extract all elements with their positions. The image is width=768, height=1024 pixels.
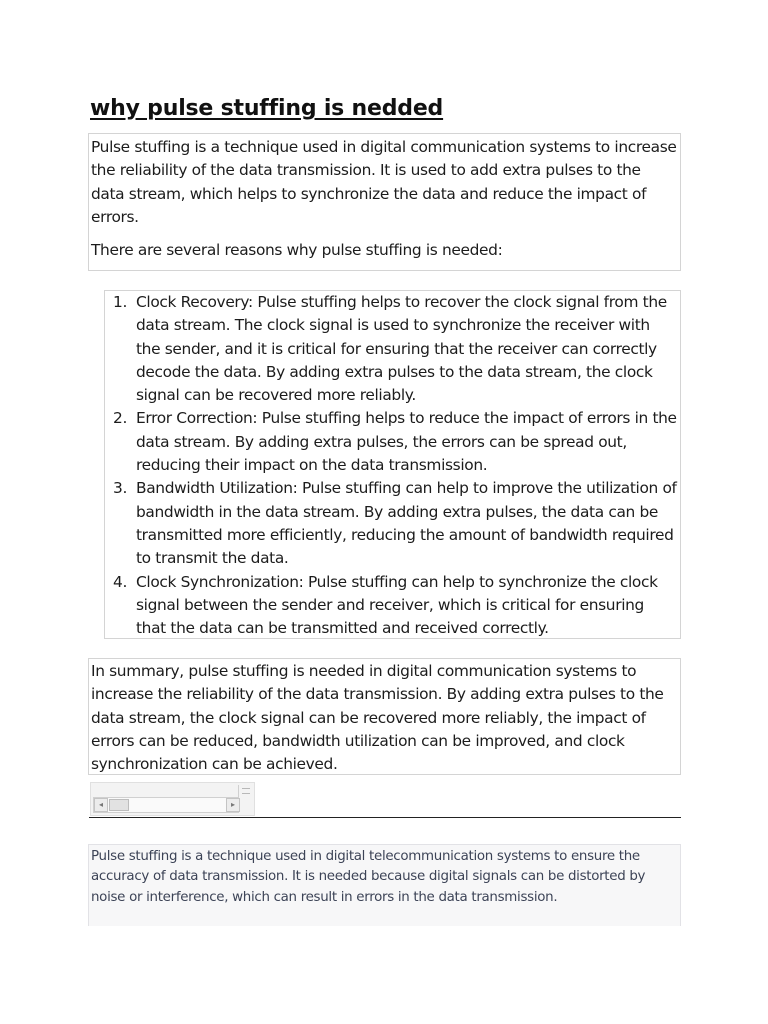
list-item [105,477,678,570]
embedded-scroll-widget[interactable] [90,782,255,816]
list-item [105,291,678,407]
list-item-number: 3. [113,479,127,498]
scroll-right-arrow-icon[interactable]: ▸ [226,798,240,812]
reasons-list [105,291,678,640]
resize-grip-icon[interactable] [238,785,252,797]
list-item [105,571,678,641]
summary-text-box [88,658,681,775]
list-item-number: 1. [113,293,127,311]
list-item-text: Clock Synchronization: Pulse stuffing can help to synchronize the clock signal between the sender and receiver, which is critical for ensuring that the data can be transmitted and received correctly. [136,572,658,638]
list-item-number: 2. [113,409,127,428]
intro-paragraph: Pulse stuffing is a technique used in digital communication systems to increase the reliability of the data transmission. It is used to add extra pulses to the data stream, which helps to synchronize the data and reduce the impact of errors. [91,138,677,226]
horizontal-divider [89,817,681,818]
intro-lead-in: There are several reasons why pulse stuffing is needed: [91,241,503,260]
list-item-text: Bandwidth Utilization: Pulse stuffing can help to improve the utilization of bandwidth in the data stream. By adding extra pulses, the data can be transmitted more efficiently, reducing the amount of bandwidth required to transmit the data. [136,479,677,568]
list-item-text: Error Correction: Pulse stuffing helps to reduce the impact of errors in the data stream. By adding extra pulses, the errors can be spread out, reducing their impact on the data transmission. [136,409,677,475]
reasons-list-box [104,290,681,639]
scroll-left-arrow-icon[interactable]: ◂ [94,798,108,812]
summary-paragraph: In summary, pulse stuffing is needed in digital communication systems to increase the reliability of the data transmission. By adding extra pulses to the data stream, the clock signal can be recovered more reliably, the impact of errors can be reduced, bandwidth utilization can be improved, and clock synchronization can be achieved. [91,662,664,774]
intro-text-box [88,133,681,271]
scrollbar-thumb[interactable] [109,799,129,811]
list-item-text: Clock Recovery: Pulse stuffing helps to recover the clock signal from the data stream. The clock signal is used to synchronize the receiver with the sender, and it is critical for ensuring that the receiver can correctly decode the data. By adding extra pulses to the data stream, the clock signal can be recovered more reliably. [136,293,667,405]
page-title: why pulse stuffing is nedded [90,96,444,121]
answer-text-box [88,844,681,926]
answer-paragraph: Pulse stuffing is a technique used in digital telecommunication systems to ensure the accuracy of data transmission. It is needed because digital signals can be distorted by noise or interference, which can result in errors in the data transmission. [91,849,646,905]
list-item-number: 4. [113,572,127,591]
list-item [105,407,678,477]
